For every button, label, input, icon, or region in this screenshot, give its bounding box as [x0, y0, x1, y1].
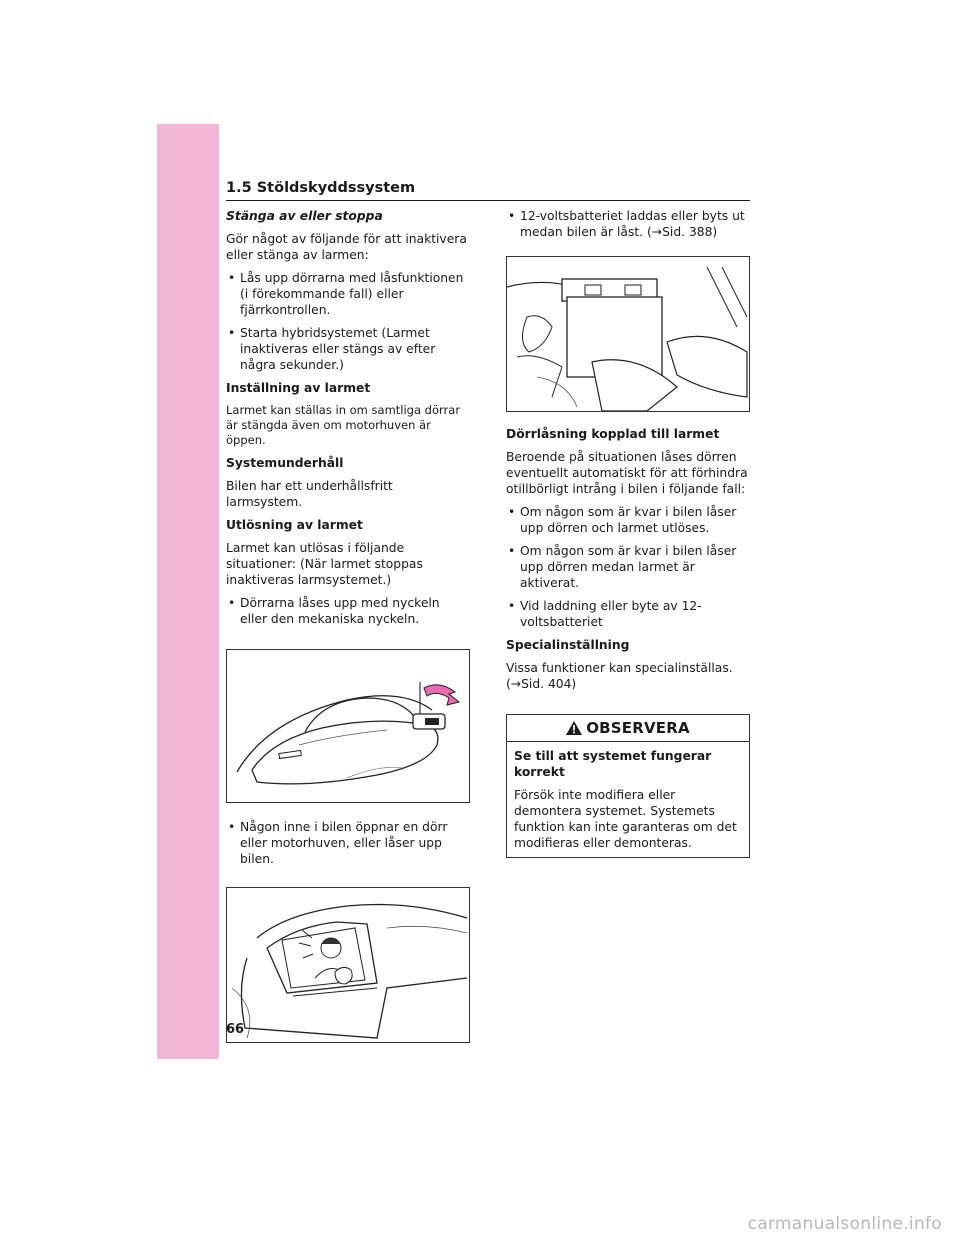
trigger-intro: Larmet kan utlösas i följande situationer: (När larmet stoppas inaktiveras larmsystemet.)	[226, 541, 423, 587]
person-inside-car-illustration	[226, 887, 470, 1043]
stop-bullet-2: • Starta hybridsystemet (Larmet inaktiveras eller stängs av efter några sekunder.)	[226, 325, 470, 373]
setting-text: Larmet kan ställas in om samtliga dörrar är stängda även om motorhuven är öppen.	[226, 403, 461, 447]
stop-bullet-1: • Lås upp dörrarna med låsfunktionen (i förekommande fall) eller fjärrkontrollen.	[226, 270, 470, 318]
observera-body	[507, 742, 749, 857]
special-text: Vissa funktioner kan specialinställas. (→Sid. 404)	[506, 661, 733, 691]
section-title: 1.5 Stöldskyddssystem	[226, 180, 416, 196]
stop-intro: Gör något av följande för att inaktivera eller stänga av larmen:	[226, 232, 467, 262]
page-number: 66	[226, 1022, 245, 1037]
observera-header	[507, 715, 749, 742]
section-tab-band	[157, 124, 219, 1059]
maintenance-heading: Systemunderhåll	[226, 456, 344, 470]
left-column	[226, 208, 470, 1043]
doorlock-bullet-3: • Vid laddning eller byte av 12-voltsbatteriet	[506, 598, 750, 630]
battery-replacement-illustration	[506, 256, 750, 412]
doorlock-intro: Beroende på situationen låses dörren eventuellt automatiskt för att förhindra otillbörligt intrång i bilen i följande fall:	[506, 450, 748, 496]
doorlock-bullet-1: • Om någon som är kvar i bilen låser upp dörren och larmet utlöses.	[506, 504, 750, 536]
observera-title: OBSERVERA	[586, 719, 690, 737]
warning-icon	[566, 721, 582, 735]
observera-notice-box	[506, 714, 750, 858]
doorlock-heading: Dörrlåsning kopplad till larmet	[506, 427, 720, 441]
trigger-bullet-1: • Dörrarna låses upp med nyckeln eller den mekaniska nyckeln.	[226, 595, 470, 627]
battery-bullet: • 12-voltsbatteriet laddas eller byts ut medan bilen är låst. (→Sid. 388)	[506, 208, 750, 240]
watermark: carmanualsonline.info	[747, 1214, 942, 1234]
trigger-bullet-2: • Någon inne i bilen öppnar en dörr eller motorhuven, eller låser upp bilen.	[226, 819, 470, 867]
maintenance-text: Bilen har ett underhållsfritt larmsystem.	[226, 479, 393, 509]
observera-text: Försök inte modifiera eller demontera systemet. Systemets funktion kan inte garanteras om det modifieras eller demonteras.	[514, 788, 737, 850]
section-header	[226, 178, 750, 201]
right-column	[506, 208, 750, 858]
setting-heading: Inställning av larmet	[226, 381, 371, 395]
doorlock-bullet-2: • Om någon som är kvar i bilen låser upp dörren medan larmet är aktiverat.	[506, 543, 750, 591]
trigger-heading: Utlösning av larmet	[226, 518, 363, 532]
door-handle-key-illustration	[226, 649, 470, 803]
stop-heading: Stänga av eller stoppa	[226, 209, 383, 223]
special-heading: Specialinställning	[506, 638, 630, 652]
observera-subheading: Se till att systemet fungerar korrekt	[514, 749, 712, 779]
